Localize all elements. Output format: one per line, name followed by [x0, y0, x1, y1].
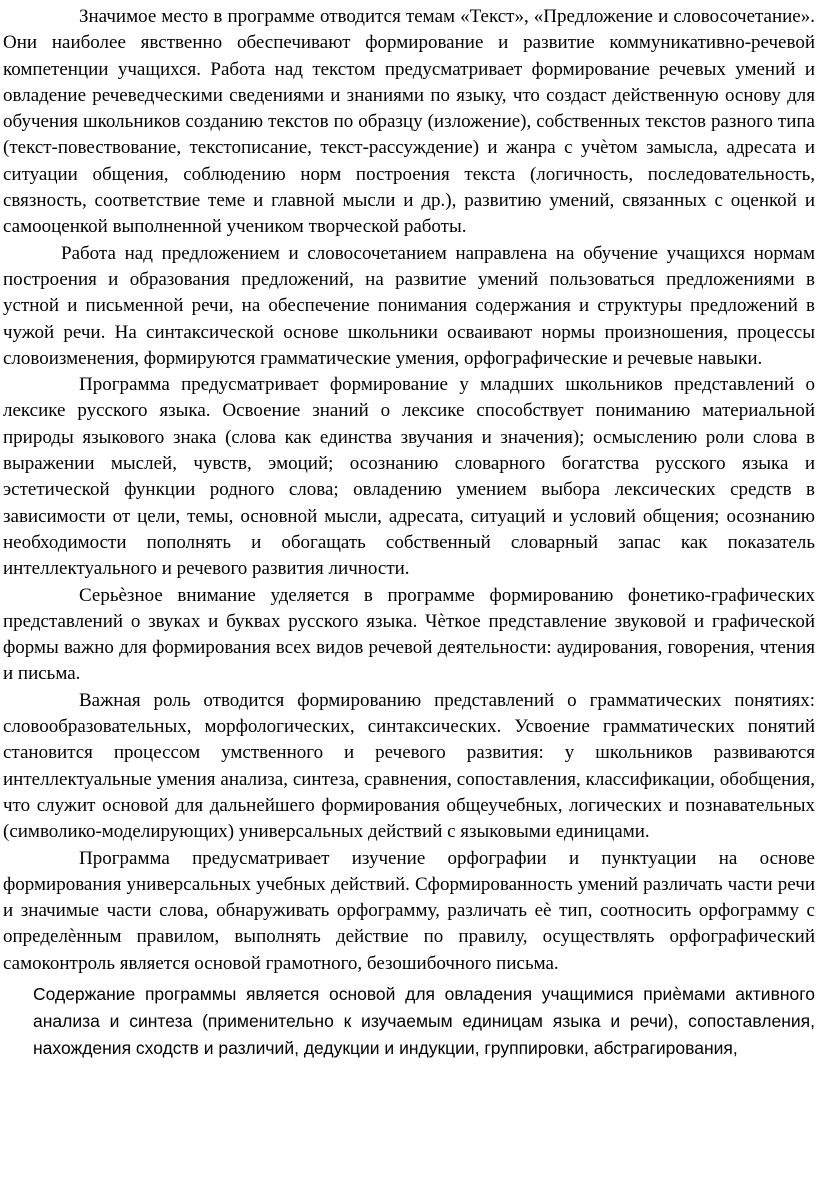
paragraph-phonetics: Серьѐзное внимание уделяется в программе формированию фонетико-графических представлений о звуках и буквах русского языка. Чѐткое представление звуковой и графической формы важно для формирования всех видов речевой деятельности: аудирования, говорения, чтения и письма. — [3, 584, 815, 685]
paragraph-lexicon: Программа предусматривает формирование у младших школьников представлений о лексике русского языка. Освоение знаний о лексике способствует пониманию материальной природы языкового знака (слова как единства звучания и значения); осмыслению роли слова в выражении мыслей, чувств, эмоций; осознанию словарного богатства русского языка и эстетической функции родного слова; овладению умением выбора лексических средств в зависимости от цели, темы, основной мысли, адресата, ситуаций и условий общения; осознанию необходимости пополнять и обогащать собственный словарный запас как показатель интеллектуального и речевого развития личности. — [3, 374, 815, 580]
paragraph-program-content: Содержание программы является основой для овладения учащимися приѐмами активного анализа и синтеза (применительно к изучаемым единицам языка и речи), сопоставления, нахождения сходств и различий, дедукции и индукции, группировки, абстрагирования, — [33, 983, 815, 1058]
document-body — [3, 4, 815, 1062]
paragraph-orthography: Программа предусматривает изучение орфографии и пунктуации на основе формирования универсальных учебных действий. Сформированность умений различать части речи и значимые части слова, обнаруживать орфограмму, различать еѐ тип, соотносить орфограмму с определѐнным правилом, выполнять действие по правилу, осуществлять орфографический самоконтроль является основой грамотного, безошибочного письма. — [3, 847, 815, 974]
paragraph-text-topics: Значимое место в программе отводится темам «Текст», «Предложение и словосочетание». Они наиболее явственно обеспечивают формирование и развитие коммуникативно-речевой компетенции учащихся. Работа над текстом предусматривает формирование речевых умений и овладение речеведческими сведениями и знаниями по языку, что создаст действенную основу для обучения школьников созданию текстов по образцу (изложение), собственных текстов разного типа (текст-повествование, текстописание, текст-рассуждение) и жанра с учѐтом замысла, адресата и ситуации общения, соблюдению норм построения текста (логичность, последовательность, связность, соответствие теме и главной мысли и др.), развитию умений, связанных с оценкой и самооценкой выполненной учеником творческой работы. — [3, 6, 815, 238]
paragraph-sentence-work: Работа над предложением и словосочетанием направлена на обучение учащихся нормам построения и образования предложений, на развитие умений пользоваться предложениями в устной и письменной речи, на обеспечение понимания содержания и структуры предложений в чужой речи. На синтаксической основе школьники осваивают нормы произношения, процессы словоизменения, формируются грамматические умения, орфографические и речевые навыки. — [3, 242, 815, 369]
paragraph-grammar: Важная роль отводится формированию представлений о грамматических понятиях: словообразовательных, морфологических, синтаксических. Усвоение грамматических понятий становится процессом умственного и речевого развития: у школьников развиваются интеллектуальные умения анализа, синтеза, сравнения, сопоставления, классификации, обобщения, что служит основой для дальнейшего формирования общеучебных, логических и познавательных (символико-моделирующих) универсальных действий с языковыми единицами. — [3, 689, 815, 843]
